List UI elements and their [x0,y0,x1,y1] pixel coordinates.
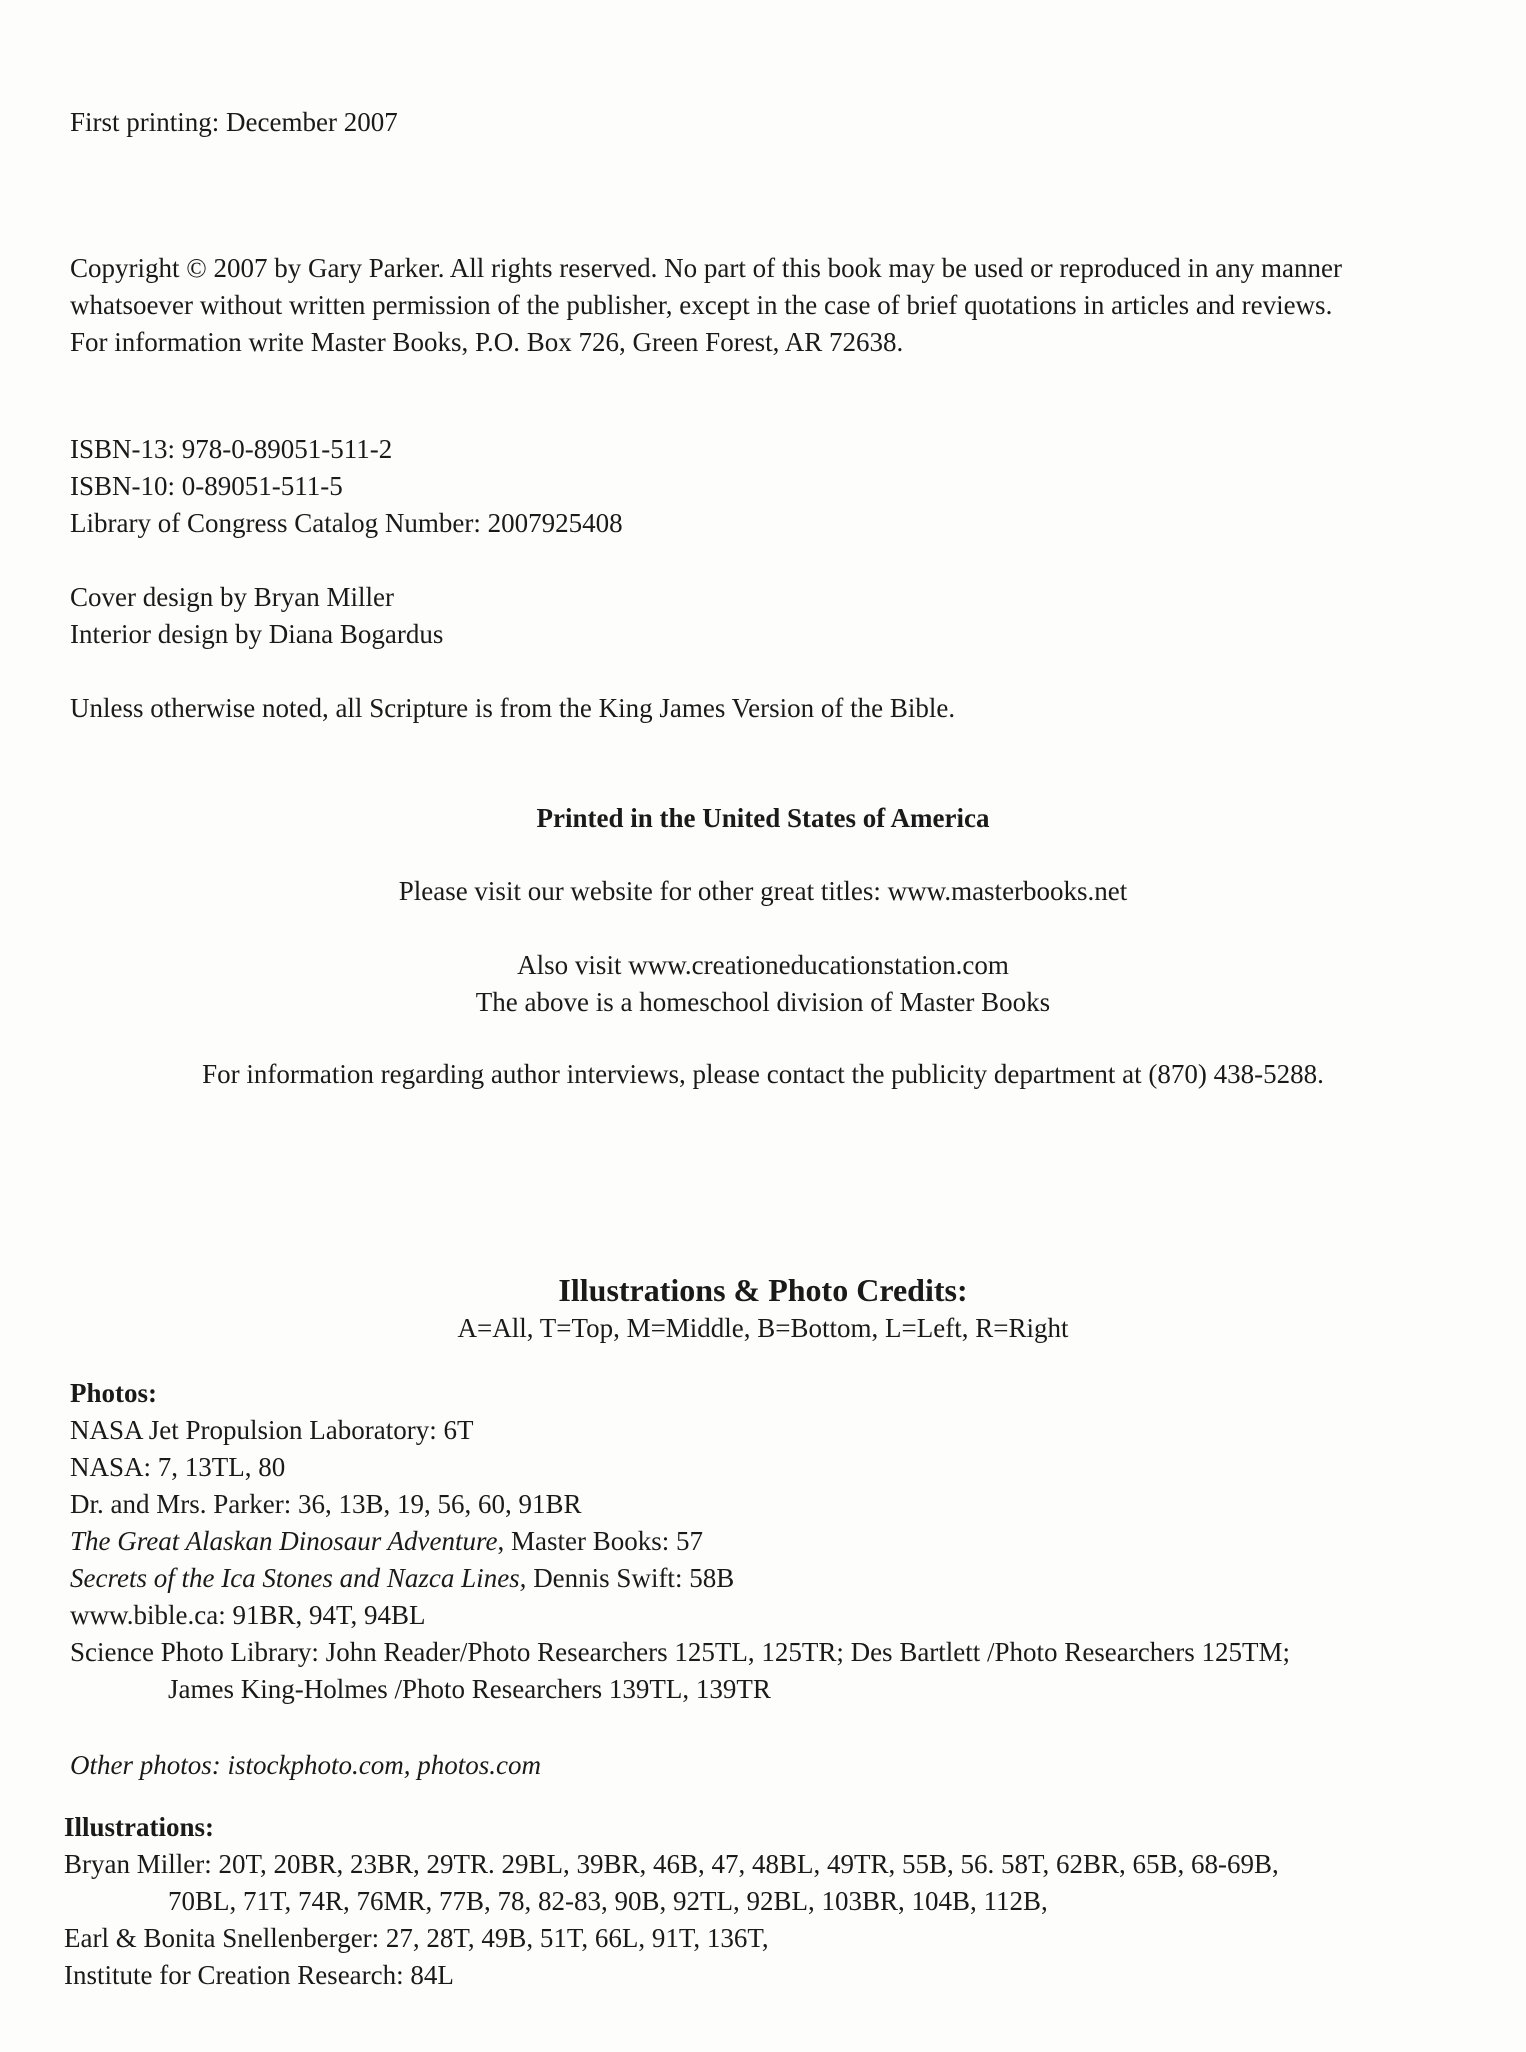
copyright-line-2: whatsoever without written permission of the publisher, except in the case of brief quotations in articles and reviews. [70,290,1333,320]
photos-heading: Photos: [70,1378,157,1408]
illustration-credit-miller-line-1: Bryan Miller: 20T, 20BR, 23BR, 29TR. 29BL, 39BR, 46B, 47, 48BL, 49TR, 55B, 56. 58T, 62BR, 65B, 68-69B, [64,1849,1279,1879]
copyright-line-3: For information write Master Books, P.O. Box 726, Green Forest, AR 72638. [70,327,904,357]
cover-design-credit: Cover design by Bryan Miller [70,582,394,612]
printed-in-block [0,800,1526,837]
loc-catalog-number: Library of Congress Catalog Number: 2007925408 [70,508,623,538]
credits-legend: A=All, T=Top, M=Middle, B=Bottom, L=Left, R=Right [457,1313,1069,1343]
photo-credit-spl-line-2: James King-Holmes /Photo Researchers 139TL, 139TR [168,1674,771,1704]
printed-in: Printed in the United States of America [536,803,990,833]
photo-credit-spl-line-1: Science Photo Library: John Reader/Photo Researchers 125TL, 125TR; Des Bartlett /Photo Researchers 125TM; [70,1637,1290,1667]
photo-credit-ica-rest: Dennis Swift: 58B [526,1563,735,1593]
illustration-credit-icr: Institute for Creation Research: 84L [64,1960,454,1990]
credits-heading: Illustrations & Photo Credits: [558,1272,968,1308]
photo-credit-ica [70,1560,1464,1597]
copyright-line-1: Copyright © 2007 by Gary Parker. All rights reserved. No part of this book may be used or reproduced in any manner [70,253,1342,283]
credits-heading-block [0,1270,1526,1347]
first-printing-block [70,104,1464,141]
scripture-note-block [70,690,1464,727]
illustrations-credits-block [64,1809,1464,1994]
homeschool-division: The above is a homeschool division of Master Books [475,987,1051,1017]
publicity-block [0,1056,1526,1093]
photo-credit-alaskan-rest: , Master Books: 57 [497,1526,703,1556]
first-printing: First printing: December 2007 [70,107,398,137]
website-block [0,873,1526,910]
photo-credit-alaskan [70,1523,1464,1560]
other-photos-block [70,1747,1464,1784]
photos-credits-block [70,1375,1464,1708]
also-visit: Also visit www.creationeducationstation.com [517,950,1009,980]
design-block [70,579,1464,653]
interior-design-credit: Interior design by Diana Bogardus [70,619,444,649]
isbn-13: ISBN-13: 978-0-89051-511-2 [70,434,393,464]
illustration-credit-snellenberger: Earl & Bonita Snellenberger: 27, 28T, 49B, 51T, 66L, 91T, 136T, [64,1923,769,1953]
also-visit-block [0,947,1526,1021]
catalog-block [70,431,1464,542]
illustrations-heading: Illustrations: [64,1812,215,1842]
photo-credit-nasa: NASA: 7, 13TL, 80 [70,1452,286,1482]
illustration-credit-miller-line-2: 70BL, 71T, 74R, 76MR, 77B, 78, 82-83, 90B, 92TL, 92BL, 103BR, 104B, 112B, [168,1886,1048,1916]
scripture-note: Unless otherwise noted, all Scripture is from the King James Version of the Bible. [70,693,956,723]
book-title-alaskan: The Great Alaskan Dinosaur Adventure [70,1526,498,1556]
photo-credit-bible-ca: www.bible.ca: 91BR, 94T, 94BL [70,1600,426,1630]
book-title-ica: Secrets of the Ica Stones and Nazca Lines, [70,1563,527,1593]
publicity-contact: For information regarding author interviews, please contact the publicity department at (870) 438-5288. [202,1059,1324,1089]
copyright-block [70,250,1464,361]
photo-credit-parker: Dr. and Mrs. Parker: 36, 13B, 19, 56, 60, 91BR [70,1489,582,1519]
photo-credit-nasa-jpl: NASA Jet Propulsion Laboratory: 6T [70,1415,474,1445]
website-notice: Please visit our website for other great titles: www.masterbooks.net [398,876,1128,906]
other-photos: Other photos: istockphoto.com, photos.com [70,1750,541,1780]
isbn-10: ISBN-10: 0-89051-511-5 [70,471,343,501]
